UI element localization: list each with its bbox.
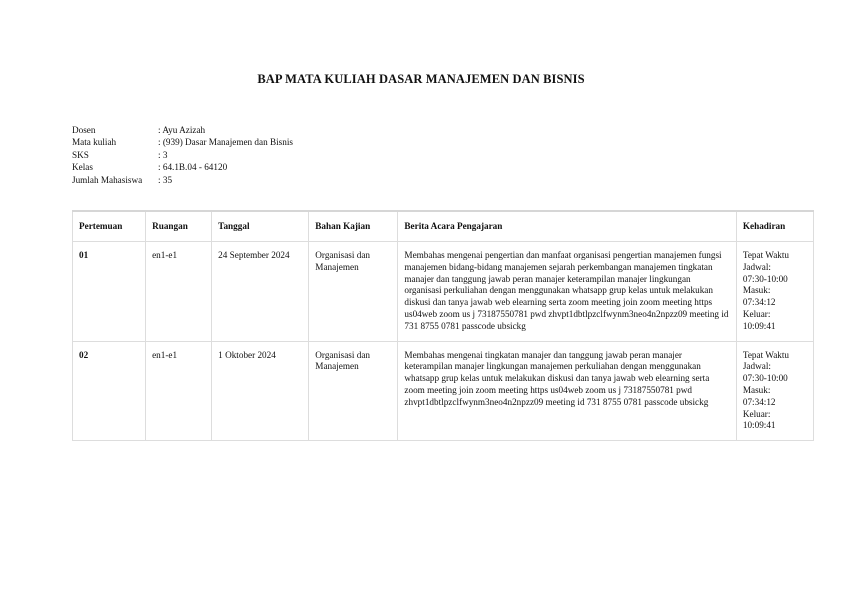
info-value: : 35: [158, 174, 173, 185]
attendance-keluar: 10:09:41: [742, 320, 776, 331]
info-row-mata-kuliah: [72, 136, 293, 148]
info-label: Mata kuliah: [72, 137, 117, 148]
header-pertemuan: Pertemuan: [73, 211, 146, 242]
document-title: BAP MATA KULIAH DASAR MANAJEMEN DAN BISNIS: [257, 72, 585, 86]
info-row-dosen: [72, 124, 293, 136]
info-row-jumlah-mahasiswa: [72, 174, 293, 186]
cell-pertemuan: 02: [73, 341, 146, 441]
attendance-keluar-label: Keluar:: [742, 408, 771, 419]
table-row: [73, 242, 814, 342]
cell-ruangan: en1-e1: [146, 341, 212, 441]
attendance-jadwal: 07:30-10:00: [742, 373, 788, 384]
cell-tanggal: 24 September 2024: [212, 242, 309, 342]
attendance-masuk-label: Masuk:: [742, 384, 771, 395]
attendance-jadwal-label: Jadwal:: [742, 361, 771, 372]
attendance-jadwal-label: Jadwal:: [742, 261, 771, 272]
attendance-status: Tepat Waktu: [742, 349, 790, 360]
cell-bahan-kajian: Organisasi dan Manajemen: [309, 341, 398, 441]
table-header-row: [73, 211, 814, 242]
header-berita-acara: Berita Acara Pengajaran: [398, 211, 736, 242]
info-label: Kelas: [72, 162, 93, 173]
info-value: : 3: [158, 149, 168, 160]
cell-pertemuan: 01: [73, 242, 146, 342]
bap-table: [72, 210, 814, 441]
attendance-status: Tepat Waktu: [742, 250, 790, 260]
cell-ruangan: en1-e1: [146, 242, 212, 342]
info-value: : 64.1B.04 - 64120: [158, 162, 228, 173]
attendance-masuk: 07:34:12: [742, 396, 776, 407]
cell-berita-acara: Membahas mengenai pengertian dan manfaat organisasi pengertian manajemen fungsi manajemen bidang-bidang manajemen sejarah perkembangan manajemen tingkatan manajer dan tanggung jawab peran manajer keterampilan manajer lingkungan organisasi perkuliahan dengan menggunakan whatsapp grup kelas untuk melakukan diskusi dan tanya jawab web elearning serta zoom meeting join zoom meeting https us04web zoom us j 73187550781 pwd zhvpt1dbtlpzclfwynm3neo4n2npzz09 meeting id 731 8755 0781 passcode ubsickg: [398, 242, 736, 342]
table-row: [73, 341, 814, 441]
info-value: : Ayu Azizah: [158, 125, 206, 135]
info-label: Dosen: [72, 125, 96, 135]
attendance-masuk-label: Masuk:: [742, 285, 771, 296]
attendance-masuk: 07:34:12: [742, 297, 776, 308]
header-kehadiran: Kehadiran: [736, 211, 813, 242]
cell-kehadiran: [736, 242, 813, 342]
cell-kehadiran: [736, 341, 813, 441]
attendance-keluar: 10:09:41: [742, 420, 776, 431]
course-info: [72, 124, 293, 186]
info-label: SKS: [72, 149, 89, 160]
cell-tanggal: 1 Oktober 2024: [212, 341, 309, 441]
attendance-keluar-label: Keluar:: [742, 308, 771, 319]
cell-berita-acara: Membahas mengenai tingkatan manajer dan tanggung jawab peran manajer keterampilan manajer lingkungan manajemen perkuliahan dengan menggunakan whatsapp grup kelas untuk melakukan diskusi dan tanya jawab web elearning serta zoom meeting join zoom meeting https us04web zoom us j 73187550781 pwd zhvpt1dbtlpzclfwynm3neo4n2npzz09 meeting id 731 8755 0781 passcode ubsickg: [398, 341, 736, 441]
header-bahan-kajian: Bahan Kajian: [309, 211, 398, 242]
info-row-kelas: [72, 161, 293, 173]
info-value: : (939) Dasar Manajemen dan Bisnis: [158, 137, 293, 148]
attendance-jadwal: 07:30-10:00: [742, 273, 788, 284]
cell-bahan-kajian: Organisasi dan Manajemen: [309, 242, 398, 342]
header-tanggal: Tanggal: [212, 211, 309, 242]
info-label: Jumlah Mahasiswa: [72, 174, 143, 185]
header-ruangan: Ruangan: [146, 211, 212, 242]
info-row-sks: [72, 149, 293, 161]
